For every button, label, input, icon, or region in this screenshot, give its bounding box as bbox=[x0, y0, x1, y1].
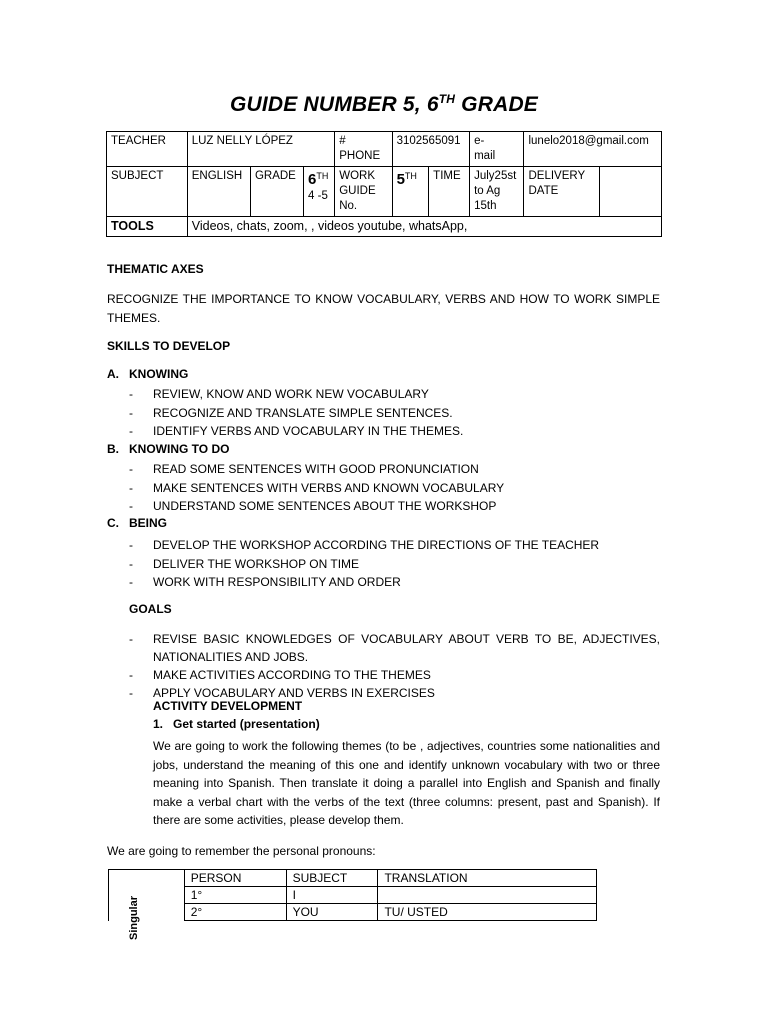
list-item: - REVISE BASIC KNOWLEDGES OF VOCABULARY ABOUT VERB TO BE, ADJECTIVES, NATIONALITIES AND JOBS. bbox=[129, 632, 660, 664]
list-item: - RECOGNIZE AND TRANSLATE SIMPLE SENTENCES. bbox=[129, 405, 453, 420]
list-item: - WORK WITH RESPONSIBILITY AND ORDER bbox=[129, 575, 401, 589]
time-value: July25st to Ag 15th bbox=[470, 167, 524, 217]
header-translation: TRANSLATION bbox=[378, 870, 597, 887]
step-heading: 1. Get started (presentation) bbox=[153, 717, 320, 731]
email-label: e- mail bbox=[470, 132, 524, 167]
list-item: - REVIEW, KNOW AND WORK NEW VOCABULARY bbox=[129, 387, 429, 401]
table-row: 1° I bbox=[109, 887, 597, 904]
table-row: 2° YOU TU/ USTED bbox=[109, 904, 597, 921]
list-item: - IDENTIFY VERBS AND VOCABULARY IN THE THEMES. bbox=[129, 424, 464, 438]
subject-label: SUBJECT bbox=[107, 167, 188, 217]
singular-label: Singular bbox=[128, 895, 140, 940]
list-item: - DEVELOP THE WORKSHOP ACCORDING THE DIRECTIONS OF THE TEACHER bbox=[129, 538, 600, 552]
teacher-label: TEACHER bbox=[107, 132, 188, 167]
skill-a-heading: A. KNOWING bbox=[107, 367, 189, 381]
skills-heading: SKILLS TO DEVELOP bbox=[107, 339, 231, 353]
thematic-heading: THEMATIC AXES bbox=[107, 262, 204, 276]
table-row bbox=[107, 167, 662, 217]
skill-b-list bbox=[129, 460, 504, 516]
guide-number: 5TH bbox=[392, 167, 429, 217]
pronouns-table bbox=[108, 869, 597, 921]
thematic-text: RECOGNIZE THE IMPORTANCE TO KNOW VOCABULARY, VERBS AND HOW TO WORK SIMPLE THEMES. bbox=[107, 292, 660, 325]
header-person: PERSON bbox=[184, 870, 286, 887]
phone-value: 3102565091 bbox=[392, 132, 470, 167]
delivery-label: DELIVERY DATE bbox=[524, 167, 599, 217]
table-row bbox=[107, 132, 662, 167]
guide-label: WORK GUIDE No. bbox=[335, 167, 392, 217]
skill-c-heading: C. BEING bbox=[107, 516, 168, 530]
list-item: - MAKE ACTIVITIES ACCORDING TO THE THEMES bbox=[129, 668, 431, 682]
header-subject: SUBJECT bbox=[286, 870, 378, 887]
page-title: GUIDE NUMBER 5, 6TH GRADE bbox=[229, 92, 539, 116]
pronouns-intro: We are going to remember the personal pronouns: bbox=[107, 844, 376, 858]
activity-text: We are going to work the following themes (to be , adjectives, countries some nationalities and jobs, understand the meaning of this one and identify unknown vocabulary with two or three meaning into Spanish. Then translate it doing a parallel into English and Spanish and finally make a verbal chart with the verbs of the text (three columns: present, past and Spanish). If there are some activities, please develop them. bbox=[153, 739, 660, 827]
list-item: - UNDERSTAND SOME SENTENCES ABOUT THE WORKSHOP bbox=[129, 499, 497, 513]
list-item: - MAKE SENTENCES WITH VERBS AND KNOWN VOCABULARY bbox=[129, 480, 505, 495]
teacher-name: LUZ NELLY LÓPEZ bbox=[187, 132, 334, 167]
email-value: lunelo2018@gmail.com bbox=[524, 132, 662, 167]
phone-label: # PHONE bbox=[335, 132, 392, 167]
goals-heading: GOALS bbox=[129, 602, 172, 616]
subject-value: ENGLISH bbox=[187, 167, 250, 217]
activity-heading: ACTIVITY DEVELOPMENT bbox=[153, 699, 303, 713]
grade-value: 6TH 4 -5 bbox=[304, 167, 335, 217]
skill-a-list bbox=[129, 385, 463, 441]
delivery-value bbox=[599, 167, 661, 217]
list-item: - DELIVER THE WORKSHOP ON TIME bbox=[129, 556, 360, 571]
list-item: - APPLY VOCABULARY AND VERBS IN EXERCISES bbox=[129, 686, 435, 700]
list-item: - READ SOME SENTENCES WITH GOOD PRONUNCIATION bbox=[129, 462, 479, 476]
skill-c-list bbox=[129, 536, 599, 592]
goals-list bbox=[129, 630, 660, 702]
info-table bbox=[106, 131, 662, 237]
grade-label: GRADE bbox=[250, 167, 303, 217]
tools-label: TOOLS bbox=[107, 217, 188, 237]
table-row bbox=[107, 217, 662, 237]
tools-value: Videos, chats, zoom, , videos youtube, whatsApp, bbox=[187, 217, 661, 237]
table-row bbox=[109, 870, 597, 887]
time-label: TIME bbox=[429, 167, 470, 217]
skill-b-heading: B. KNOWING TO DO bbox=[107, 442, 230, 456]
